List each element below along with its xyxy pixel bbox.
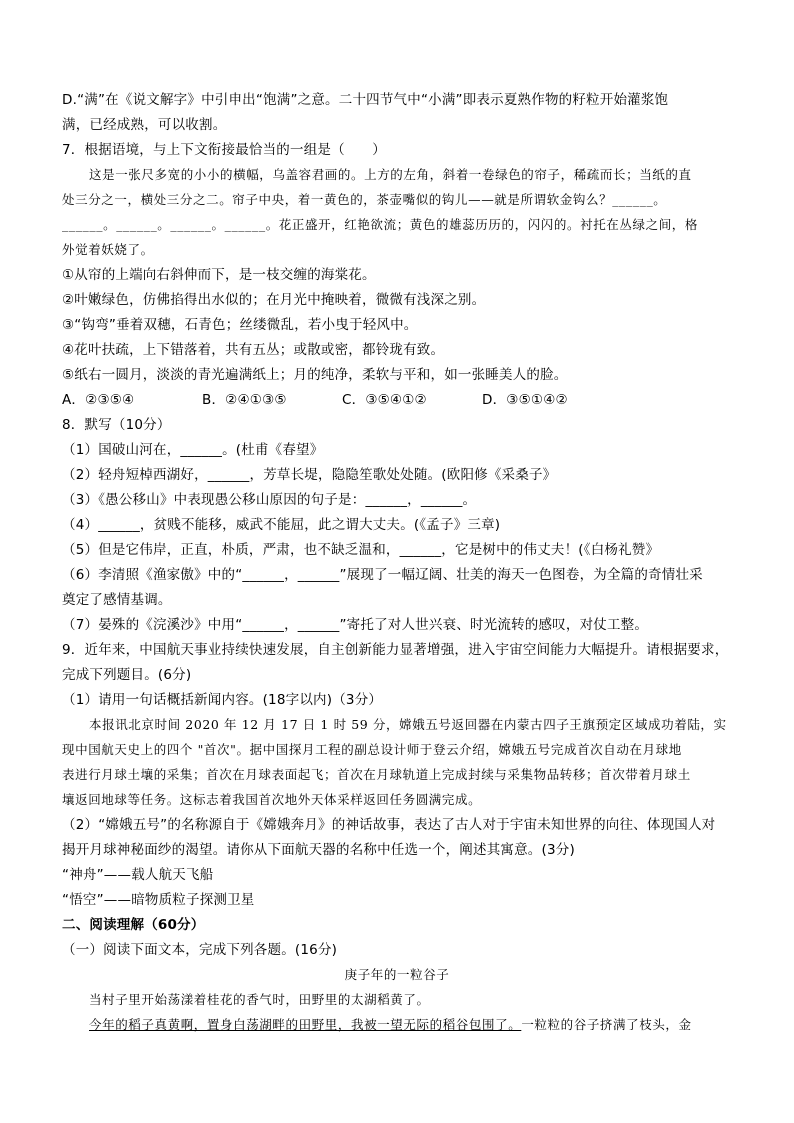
q8-line3: （3）《愚公移山》中表现愚公移山原因的句子是：______，______。 [62,492,477,508]
section2-sub1: （一）阅读下面文本，完成下列各题。(16分) [62,942,338,958]
q8-line1: （1）国破山河在，______。(杜甫《春望》 [62,442,324,458]
q9-news-line4: 壤返回地球等任务。这标志着我国首次地外天体采样返回任务圆满完成。 [62,792,482,807]
q9-news-line3: 表进行月球土壤的采集；首次在月球表面起飞；首次在月球轨道上完成封续与采集物品转移；首次带着月球土 [62,767,691,782]
q7-passage-line2: 处三分之一，横处三分之二。帘子中央，着一黄色的，茶壶嘴似的钩儿——就是所谓软金钩么？______。 [62,192,667,207]
q7-item-3: ③“钩弯”垂着双穗，石青色；丝缕微乱，若小曳于轻风中。 [62,317,418,333]
q8-line4: （4）______，贫贱不能移，威武不能屈，此之谓大丈夫。(《孟子》三章) [62,517,501,533]
q7-passage-line3: ______。______。______。______。花正盛开，红艳欲流；黄色的雄蕊历历的，闪闪的。衬托在丛绿之间，格 [62,217,699,232]
essay-para2-rest: 一粒粒的谷子挤满了枝头，金 [521,1017,692,1032]
q7-item-1: ①从帘的上端向右斜伸而下，是一枝交缠的海棠花。 [62,267,376,283]
q9-news-line2: 现中国航天史上的四个 "首次"。据中国探月工程的副总设计师于登云介绍，嫦娥五号完成首次自动在月球地 [62,742,682,757]
q8-line5: （5）但是它伟岸，正直，朴质，严肃，也不缺乏温和，______，它是树中的伟丈夫！(《白杨礼赞》 [62,542,660,558]
q8-line6: （6）李清照《渔家傲》中的“______，______”展现了一幅辽阔、壮美的海天一色图卷，为全篇的奇情壮采 [62,567,703,583]
q7-stem: 7．根据语境，与上下文衔接最恰当的一组是（ ） [62,142,386,158]
q7-passage-line1: 这是一张尺多宽的小小的横幅，乌盖容君画的。上方的左角，斜着一卷绿色的帘子，稀疏而长；当纸的直 [89,167,692,182]
essay-para2 [89,1015,734,1035]
q7-option-c: C．③⑤④①② [342,392,427,408]
q6-option-d-line2: 满，已经成熟，可以收割。 [62,117,227,133]
q7-item-5: ⑤纸右一圆月，淡淡的青光遍满纸上；月的纯净，柔软与平和，如一张睡美人的脸。 [62,367,568,383]
q6-option-d-line1: D.“满”在《说文解字》中引申出“饱满”之意。二十四节气中“小满”即表示夏熟作物的籽粒开始灌浆饱 [62,92,669,108]
q8-line2: （2）轻舟短棹西湖好，______，芳草长堤，隐隐笙歌处处随。(欧阳修《采桑子》 [62,467,557,483]
q7-option-d: D．③⑤①④② [482,392,568,408]
q7-option-b: B．②④①③⑤ [202,392,287,408]
q7-option-a: A．②③⑤④ [62,392,135,408]
q8-line7: （7）晏殊的《浣溪沙》中用“______，______”寄托了对人世兴衰、时光流转的感叹，对仗工整。 [62,617,649,633]
essay-title: 庚子年的一粒谷子 [344,967,450,982]
q8-line6b: 奠定了感情基调。 [62,592,172,608]
section2-title: 二、阅读理解（60分） [62,917,205,933]
q7-item-4: ④花叶扶疏，上下错落着，共有五丛；或散或密，都铃珑有致。 [62,342,445,358]
q8-title: 8．默写（10分） [62,417,171,433]
essay-para1: 当村子里开始荡漾着桂花的香气时，田野里的太湖稻黄了。 [89,992,430,1007]
q9-sub2-line2: 揭开月球神秘面纱的渴望。请你从下面航天器的名称中任选一个，阐述其寓意。(3分) [62,842,575,858]
q9-sub1: （1）请用一句话概括新闻内容。(18字以内)（3分） [62,692,383,708]
q9-title-line2: 完成下列题目。(6分) [62,667,192,683]
q7-item-2: ②叶嫩绿色，仿佛掐得出水似的；在月光中掩映着，微微有浅深之别。 [62,292,486,308]
q9-news-line1: 本报讯北京时间 2020 年 12 月 17 日 1 时 59 分，嫦娥五号返回器在内蒙古四子王旗预定区域成功着陆，实 [89,717,727,732]
q7-passage-line4: 外觉着妖娆了。 [62,242,154,257]
q7-options [62,390,734,410]
q9-craft-wukong: “悟空”——暗物质粒子探测卫星 [62,892,255,908]
q9-craft-shenzhou: “神舟”——载人航天飞船 [62,867,214,883]
q9-sub2-line1: （2）“嫦娥五号”的名称源自于《嫦娥奔月》的神话故事，表达了古人对于宇宙未知世界的向往、体现国人对 [62,817,716,833]
q9-title-line1: 9．近年来，中国航天事业持续快速发展，自主创新能力显著增强，进入宇宙空间能力大幅提升。请根据要求， [62,642,729,658]
essay-para2-underlined: 今年的稻子真黄啊，置身白荡湖畔的田野里，我被一望无际的稻谷包围了。 [89,1017,522,1032]
